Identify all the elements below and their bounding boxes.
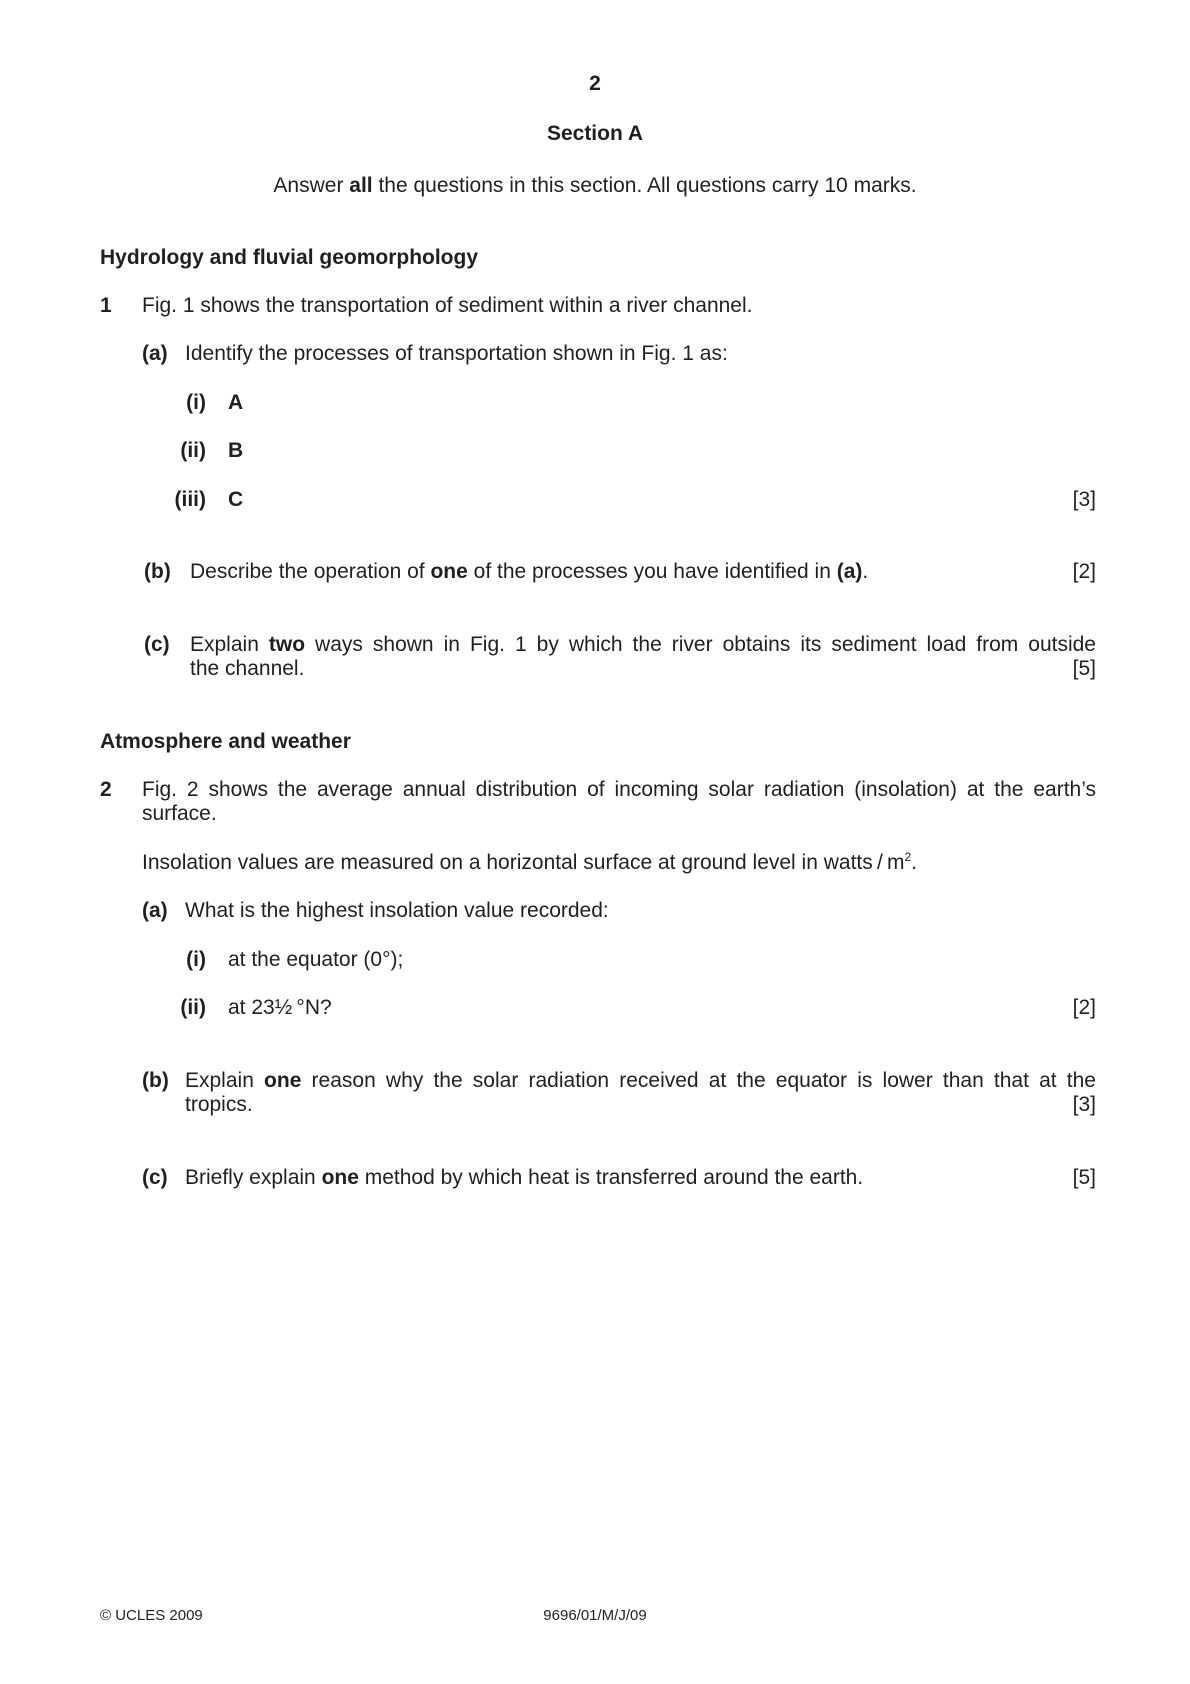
q1b-emphasis: one <box>430 560 468 583</box>
q1a-i-letter: A <box>228 391 244 414</box>
q1a-text: Identify the processes of transportation shown in Fig. 1 as: <box>185 342 728 365</box>
q2b-text-line1 <box>185 1069 1096 1093</box>
q1a-label: (a) <box>142 342 168 365</box>
footer-paper-code: 9696/01/M/J/09 <box>543 1607 647 1624</box>
q1a-ii-label: (ii) <box>180 439 206 462</box>
q1a-mark: [3] <box>1072 488 1096 511</box>
q2a-mark: [2] <box>1072 996 1096 1019</box>
q2c-label: (c) <box>142 1166 168 1189</box>
topic-heading-atmosphere: Atmosphere and weather <box>100 730 351 753</box>
topic-heading-hydrology: Hydrology and fluvial geomorphology <box>100 246 479 269</box>
question-2-units-note <box>142 851 917 875</box>
q1a-ii-letter: B <box>228 439 244 462</box>
units-superscript: 2 <box>904 850 912 864</box>
q1c-text-line2: the channel. <box>190 657 305 680</box>
q2b-text-rest: reason why the solar radiation received at the equator is lower than that at the <box>301 1069 1096 1092</box>
q2b-mark: [3] <box>1072 1093 1096 1116</box>
q2c-mark: [5] <box>1072 1166 1096 1189</box>
section-title: Section A <box>546 122 644 145</box>
q2b-text-pre: Explain <box>185 1069 265 1092</box>
q1a-iii-letter: C <box>228 488 244 511</box>
question-1-stem: Fig. 1 shows the transportation of sediment within a river channel. <box>142 294 753 317</box>
section-instructions <box>0 174 1190 198</box>
question-number-1: 1 <box>100 294 112 317</box>
units-note-text: Insolation values are measured on a horizontal surface at ground level in watts / m <box>142 851 905 874</box>
instructions-text: Answer <box>273 174 350 197</box>
q1c-emphasis: two <box>268 633 306 656</box>
question-number-2: 2 <box>100 778 112 801</box>
q2b-label: (b) <box>142 1069 169 1092</box>
q1b-label: (b) <box>144 560 171 583</box>
q2a-i-label: (i) <box>186 948 206 971</box>
q2c-emphasis: one <box>321 1166 359 1189</box>
question-2-stem-line2: surface. <box>142 802 217 825</box>
instructions-emphasis: all <box>349 174 373 197</box>
footer-copyright: © UCLES 2009 <box>100 1607 203 1624</box>
q2c-text <box>185 1166 863 1190</box>
q1c-mark: [5] <box>1072 657 1096 680</box>
q2c-text-pre: Briefly explain <box>185 1166 322 1189</box>
q2b-text-line2: tropics. <box>185 1093 253 1116</box>
q1b-text-pre: Describe the operation of <box>190 560 431 583</box>
q2a-label: (a) <box>142 899 168 922</box>
units-note-end: . <box>911 851 918 874</box>
q1a-i-label: (i) <box>186 391 206 414</box>
q2a-i-text: at the equator (0°); <box>228 948 404 971</box>
instructions-text-end: the questions in this section. All questions carry 10 marks. <box>372 174 917 197</box>
page-number: 2 <box>589 72 601 95</box>
q2a-ii-text: at 23½ °N? <box>228 996 332 1019</box>
q1c-text-pre: Explain <box>190 633 269 656</box>
q1b-mark: [2] <box>1072 560 1096 583</box>
q2a-text: What is the highest insolation value recorded: <box>185 899 609 922</box>
q1b-text-end: . <box>862 560 869 583</box>
q1c-text-line1 <box>190 633 1096 657</box>
q1c-text-rest: ways shown in Fig. 1 by which the river obtains its sediment load from outside <box>305 633 1096 656</box>
q1b-text <box>190 560 868 584</box>
q2a-ii-label: (ii) <box>180 996 206 1019</box>
q1b-reference: (a) <box>836 560 863 583</box>
question-2-stem-line1: Fig. 2 shows the average annual distribution of incoming solar radiation (insolation) at the earth’s <box>142 778 1096 801</box>
q1a-iii-label: (iii) <box>174 488 206 511</box>
q1c-label: (c) <box>144 633 170 656</box>
q1b-text-mid: of the processes you have identified in <box>467 560 837 583</box>
q2b-emphasis: one <box>264 1069 302 1092</box>
q2c-text-end: method by which heat is transferred around the earth. <box>358 1166 864 1189</box>
